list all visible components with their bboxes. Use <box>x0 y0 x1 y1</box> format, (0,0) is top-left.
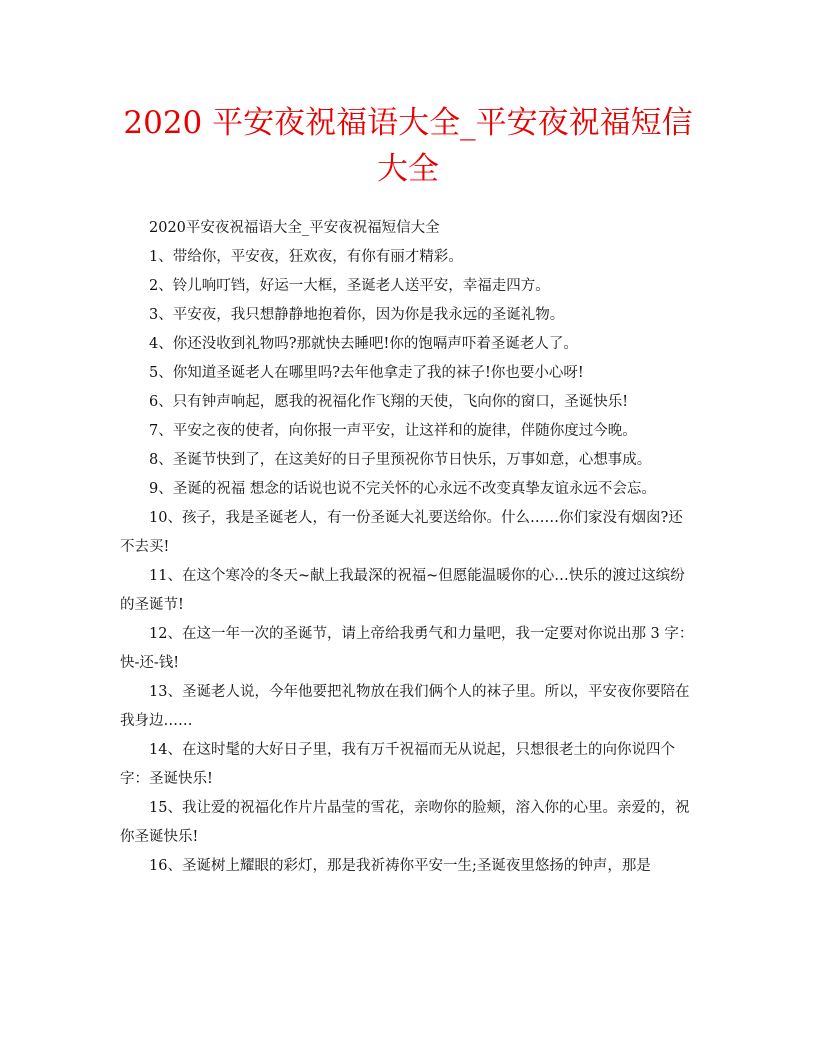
paragraph-2: 2、铃儿响叮铛，好运一大框，圣诞老人送平安，幸福走四方。 <box>149 278 550 294</box>
paragraph-15: 15、我让爱的祝福化作片片晶莹的雪花，亲吻你的脸颊，溶入你的心里。亲爱的，祝你圣诞快乐! <box>120 800 690 845</box>
paragraph-1: 1、带给你，平安夜，狂欢夜，有你有丽才精彩。 <box>149 249 463 265</box>
paragraph-13: 13、圣诞老人说，今年他要把礼物放在我们俩个人的袜子里。所以，平安夜你要陪在我身边…… <box>120 684 690 729</box>
document-title: 2020 平安夜祝福语大全_平安夜祝福短信大全 <box>123 105 693 187</box>
document-body <box>120 214 696 881</box>
paragraph-10: 10、孩子，我是圣诞老人，有一份圣诞大礼要送给你。什么……你们家没有烟囱?还不去买! <box>120 510 683 555</box>
paragraph-intro: 2020平安夜祝福语大全_平安夜祝福短信大全 <box>149 220 440 236</box>
paragraph-11: 11、在这个寒冷的冬天~献上我最深的祝福~但愿能温暖你的心…快乐的渡过这缤纷的圣诞节! <box>120 568 685 613</box>
paragraph-9: 9、圣诞的祝福 想念的话说也说不完关怀的心永远不改变真挚友谊永远不会忘。 <box>149 481 656 497</box>
paragraph-5: 5、你知道圣诞老人在哪里吗?去年他拿走了我的袜子!你也要小心呀! <box>149 365 584 381</box>
paragraph-14: 14、在这时髦的大好日子里，我有万千祝福而无从说起，只想很老土的向你说四个字：圣诞快乐! <box>120 742 675 787</box>
paragraph-3: 3、平安夜，我只想静静地抱着你，因为你是我永远的圣诞礼物。 <box>149 307 565 323</box>
paragraph-7: 7、平安之夜的使者，向你报一声平安，让这祥和的旋律，伴随你度过今晚。 <box>149 423 637 439</box>
paragraph-8: 8、圣诞节快到了，在这美好的日子里预祝你节日快乐，万事如意，心想事成。 <box>149 452 652 468</box>
paragraph-6: 6、只有钟声响起，愿我的祝福化作飞翔的天使，飞向你的窗口，圣诞快乐! <box>149 394 629 410</box>
paragraph-16: 16、圣诞树上耀眼的彩灯，那是我祈祷你平安一生;圣诞夜里悠扬的钟声，那是 <box>149 858 651 874</box>
paragraph-4: 4、你还没收到礼物吗?那就快去睡吧!你的饱嗝声吓着圣诞老人了。 <box>149 336 578 352</box>
paragraph-12: 12、在这一年一次的圣诞节，请上帝给我勇气和力量吧，我一定要对你说出那 3 字：快-还-钱! <box>120 626 694 671</box>
